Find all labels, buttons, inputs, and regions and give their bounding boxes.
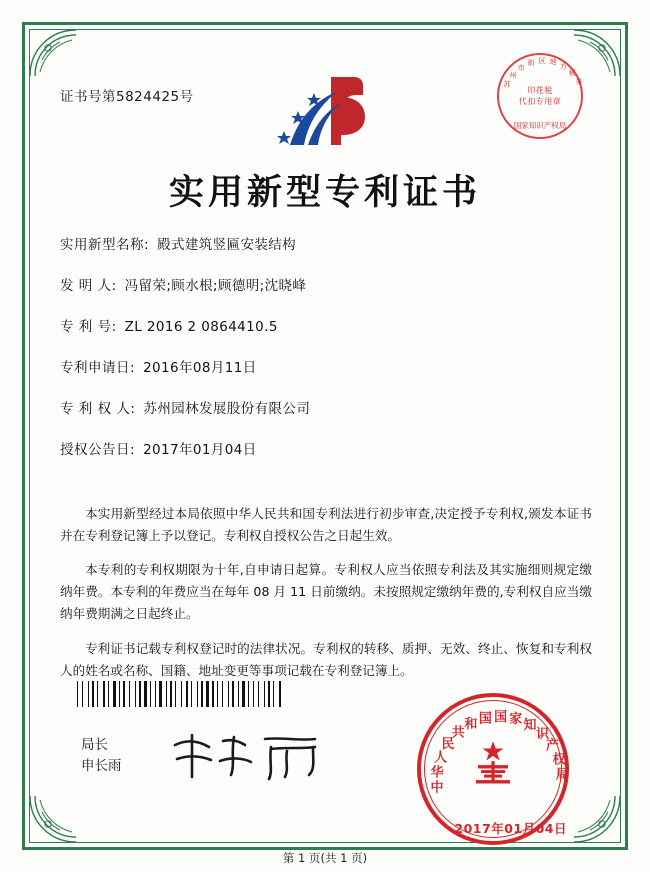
barcode-bar — [279, 681, 281, 707]
barcode-bar — [248, 681, 249, 707]
barcode-bar — [123, 681, 125, 707]
field-row — [60, 233, 590, 253]
barcode-bar — [108, 681, 109, 707]
barcode-bar — [103, 681, 105, 707]
field-label: 专利申请日: — [60, 360, 136, 376]
barcode-bar — [77, 681, 78, 707]
barcode — [77, 681, 269, 707]
barcode-bar — [201, 681, 203, 707]
page-title: 实用新型专利证书 — [168, 172, 481, 213]
field-value: 冯留荣;顾水根;顾德明;沈晓峰 — [124, 278, 307, 294]
barcode-bar — [258, 681, 259, 707]
handwritten-signature — [165, 727, 335, 787]
barcode-bar — [170, 681, 172, 707]
signature-block — [81, 735, 122, 777]
tax-stamp-arc-text: 苏 州 市 街 区 地 方 税 务 — [503, 57, 583, 89]
field-value: 2017年01月04日 — [143, 442, 257, 458]
certificate-content — [45, 45, 605, 836]
tax-stamp-middle-line2: 代扣专用章 — [518, 97, 562, 106]
tax-stamp-middle — [497, 85, 583, 107]
field-label: 发 明 人: — [60, 278, 117, 294]
field-label: 授权公告日: — [60, 442, 136, 458]
barcode-bar — [144, 681, 147, 707]
field-value: 苏州园林发展股份有限公司 — [143, 401, 311, 417]
field-label: 专 利 号: — [60, 319, 117, 335]
national-emblem-icon — [464, 737, 522, 795]
tax-stamp-bottom: 国家知识产权局 — [513, 121, 567, 130]
barcode-bar — [268, 681, 270, 707]
barcode-bar — [92, 681, 94, 707]
field-value: 殿式建筑竖匾安装结构 — [157, 237, 297, 253]
seal-circular-text: 中 华 人 民 共 和 国 国 家 知 识 产 权 局 — [430, 710, 569, 796]
barcode-bar — [97, 681, 98, 707]
paragraph: 本专利的专利权期限为十年,自申请日起算。专利权人应当依照专利法及其实施细则规定缴纳年费。本专利的年费应当在每年 08 月 11 日前缴纳。未按照规定缴纳年费的,专利权自应当缴纳年费期满之日起终止。 — [60, 562, 592, 622]
field-list — [60, 233, 590, 479]
barcode-bar — [253, 681, 254, 707]
barcode-bar — [232, 681, 234, 707]
barcode-bar — [155, 681, 156, 707]
barcode-bar — [206, 681, 209, 707]
barcode-bar — [217, 681, 218, 707]
body-text — [60, 490, 592, 684]
barcode-bar — [113, 681, 116, 707]
barcode-bar — [228, 681, 229, 707]
tax-stamp — [497, 53, 583, 139]
paragraph: 本实用新型经过本局依照中华人民共和国专利法进行初步审查,决定授予专利权,颁发本证书并在专利登记簿上予以登记。专利权自授权公告之日起生效。 — [60, 505, 592, 543]
barcode-bar — [82, 681, 83, 707]
field-value: 2016年08月11日 — [143, 360, 257, 376]
paragraph: 专利证书记载专利权登记时的法律状况。专利权的转移、质押、无效、终止、恢复和专利权人的姓名或名称、国籍、地址变更等事项记载在专利登记簿上。 — [60, 640, 592, 678]
barcode-bar — [264, 681, 265, 707]
barcode-bar — [119, 681, 120, 707]
tax-stamp-middle-line1: 印花税 — [527, 86, 553, 95]
field-row — [60, 356, 590, 376]
signature-title-label: 局长 — [81, 737, 108, 753]
barcode-bar — [129, 681, 130, 707]
field-row — [60, 315, 590, 335]
field-row — [60, 438, 590, 458]
barcode-bar — [139, 681, 141, 707]
field-label: 实用新型名称: — [60, 237, 150, 253]
field-value: ZL 2016 2 0864410.5 — [124, 319, 278, 335]
barcode-bar — [191, 681, 192, 707]
seal-date: 2017年01月04日 — [454, 821, 567, 836]
signature-name: 申长雨 — [81, 758, 122, 774]
barcode-bar — [222, 681, 223, 707]
barcode-bar — [197, 681, 198, 707]
barcode-bar — [175, 681, 176, 707]
field-row — [60, 274, 590, 294]
barcode-bar — [212, 681, 214, 707]
certificate-number: 证书号第5824425号 — [60, 89, 194, 105]
field-row — [60, 397, 590, 417]
field-label: 专 利 权 人: — [60, 401, 136, 417]
barcode-bar — [238, 681, 239, 707]
barcode-bar — [242, 681, 245, 707]
barcode-bar — [273, 681, 274, 707]
page-footer: 第 1 页(共 1 页) — [282, 851, 368, 865]
barcode-bar — [181, 681, 182, 707]
barcode-bar — [186, 681, 188, 707]
barcode-bar — [159, 681, 162, 707]
barcode-bar — [135, 681, 136, 707]
barcode-bar — [88, 681, 89, 707]
barcode-bar — [150, 681, 151, 707]
cnipa-logo-icon — [268, 71, 388, 153]
barcode-bar — [166, 681, 167, 707]
